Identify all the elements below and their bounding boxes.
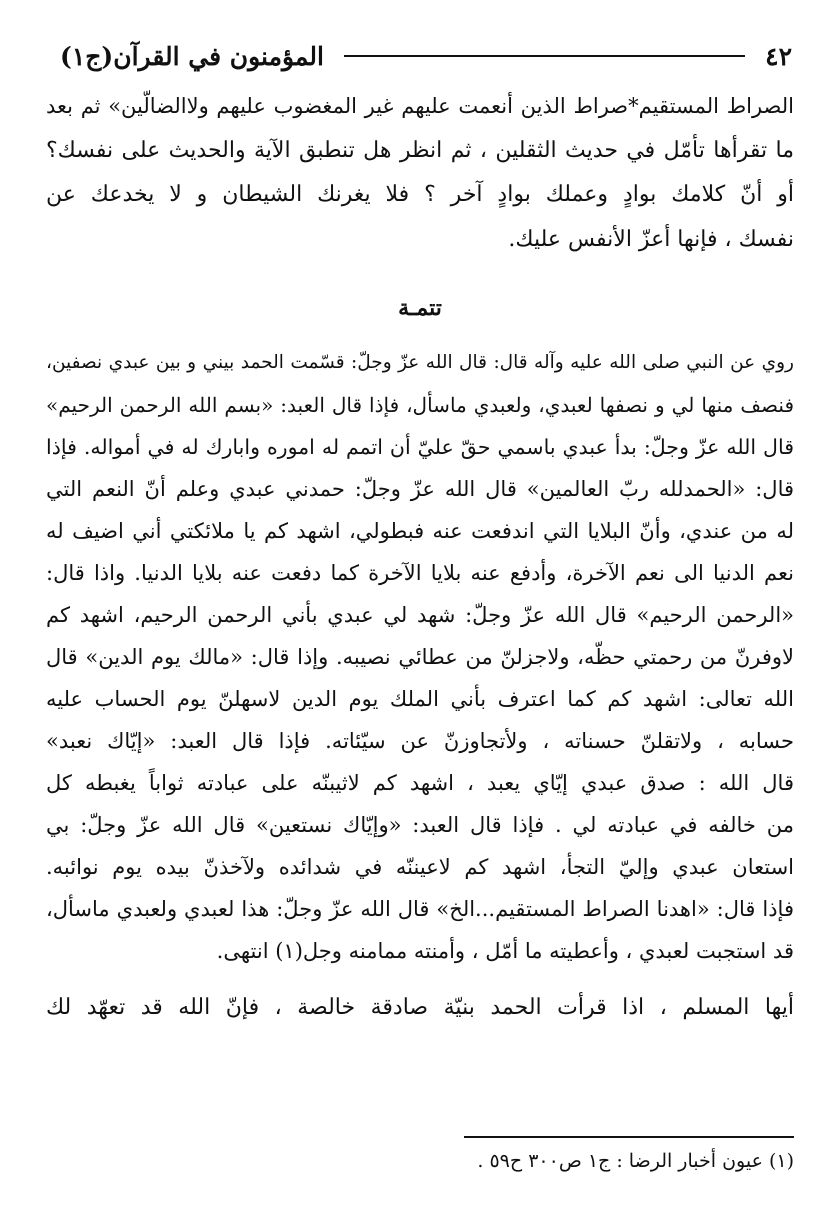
text-line: قال الله عزّ وجلّ: بدأ عبدي باسمي حقّ عليّ أن اتمم له اموره وابارك له في أمواله. فإذا xyxy=(46,435,794,459)
footnote-rule xyxy=(464,1136,794,1138)
paragraph-1 xyxy=(46,84,794,262)
text-line: روي عن النبي صلى الله عليه وآله قال: قال الله عزّ وجلّ: قسّمت الحمد بيني و بين عبدي نصفين، xyxy=(46,352,794,373)
text-line: استعان عبدي وإليّ التجأ، اشهد كم لاعيننّه في شدائده ولآخذنّ بيده يوم نوائبه. xyxy=(46,855,794,879)
text-line: قد استجبت لعبدي ، وأعطيته ما أمّل ، وأمنته ممامنه وجل(١) انتهى. xyxy=(216,939,794,963)
page-number: ٤٢ xyxy=(765,41,792,71)
text-line: من خالفه في عبادته لي . فإذا قال العبد: «وإيّاك نستعين» قال الله عزّ وجلّ: بي xyxy=(46,813,794,837)
page-header xyxy=(60,34,792,78)
header-rule xyxy=(344,55,745,57)
text-line: فإذا قال: «اهدنا الصراط المستقيم...الخ» قال الله عزّ وجلّ: هذا لعبدي ولعبدي ماسأل، xyxy=(46,897,794,921)
text-line: قال: «الحمدلله ربّ العالمين» قال الله عزّ وجلّ: حمدني عبدي وعلم أنّ النعم التي xyxy=(46,477,794,501)
text-line: فنصف منها لي و نصفها لعبدي، ولعبدي ماسأل، فإذا قال العبد: «بسم الله الرحمن الرحيم» xyxy=(46,393,795,417)
text-line: ما تقرأها تأمّل في حديث الثقلين ، ثم انظر هل تنطبق الآية والحديث على نفسك؟ xyxy=(46,137,794,163)
text-line: له من عندي، وأنّ البلايا التي اندفعت عنه فبطولي، اشهد كم يا ملائكتي أني اضيف له xyxy=(46,519,794,543)
text-line: الصراط المستقيم*صراط الذين أنعمت عليهم غير المغضوب عليهم ولاالضالّين» ثم بعد xyxy=(46,94,794,118)
paragraph-2 xyxy=(46,342,794,972)
text-line: «الرحمن الرحيم» قال الله عزّ وجلّ: شهد لي عبدي بأني الرحمن الرحيم، اشهد كم xyxy=(46,603,794,627)
text-line: لاوفرنّ من رحمتي حظّه، ولاجزلنّ من عطائي نصيبه. وإذا قال: «مالك يوم الدين» قال xyxy=(46,645,794,669)
footnote: (١) عيون أخبار الرضا : ج١ ص٣٠٠ ح٥٩ . xyxy=(477,1150,794,1172)
text-line: نعم الدنيا الى نعم الآخرة، وأدفع عنه بلايا الآخرة كما دفعت عنه بلايا الدنيا. واذا قال: xyxy=(46,561,794,585)
text-line: أيها المسلم ، اذا قرأت الحمد بنيّة صادقة خالصة ، فإنّ الله قد تعهّد لك xyxy=(46,995,794,1020)
text-line: أو أنّ كلامك بوادٍ وعملك بوادٍ آخر ؟ فلا يغرنك الشيطان و لا يخدعك عن xyxy=(46,182,794,207)
section-heading: تتمـة xyxy=(398,295,442,321)
text-line: قال الله : صدق عبدي إيّاي يعبد ، اشهد كم لاثيبنّه على عبادته ثواباً يغبطه كل xyxy=(46,771,794,795)
page-body xyxy=(46,84,794,1030)
text-line: الله تعالى: اشهد كم كما اعترف بأني الملك يوم الدين لاسهلنّ يوم الحساب عليه xyxy=(46,687,794,711)
text-line: حسابه ، ولاتقلنّ حسناته ، ولأتجاوزنّ عن سيّئاته. فإذا قال العبد: «إيّاك نعبد» xyxy=(46,729,794,753)
running-title: المؤمنون في القرآن(ج١) xyxy=(60,41,324,71)
text-line: نفسك ، فإنها أعزّ الأنفس عليك. xyxy=(508,226,794,252)
paragraph-3 xyxy=(46,986,794,1030)
